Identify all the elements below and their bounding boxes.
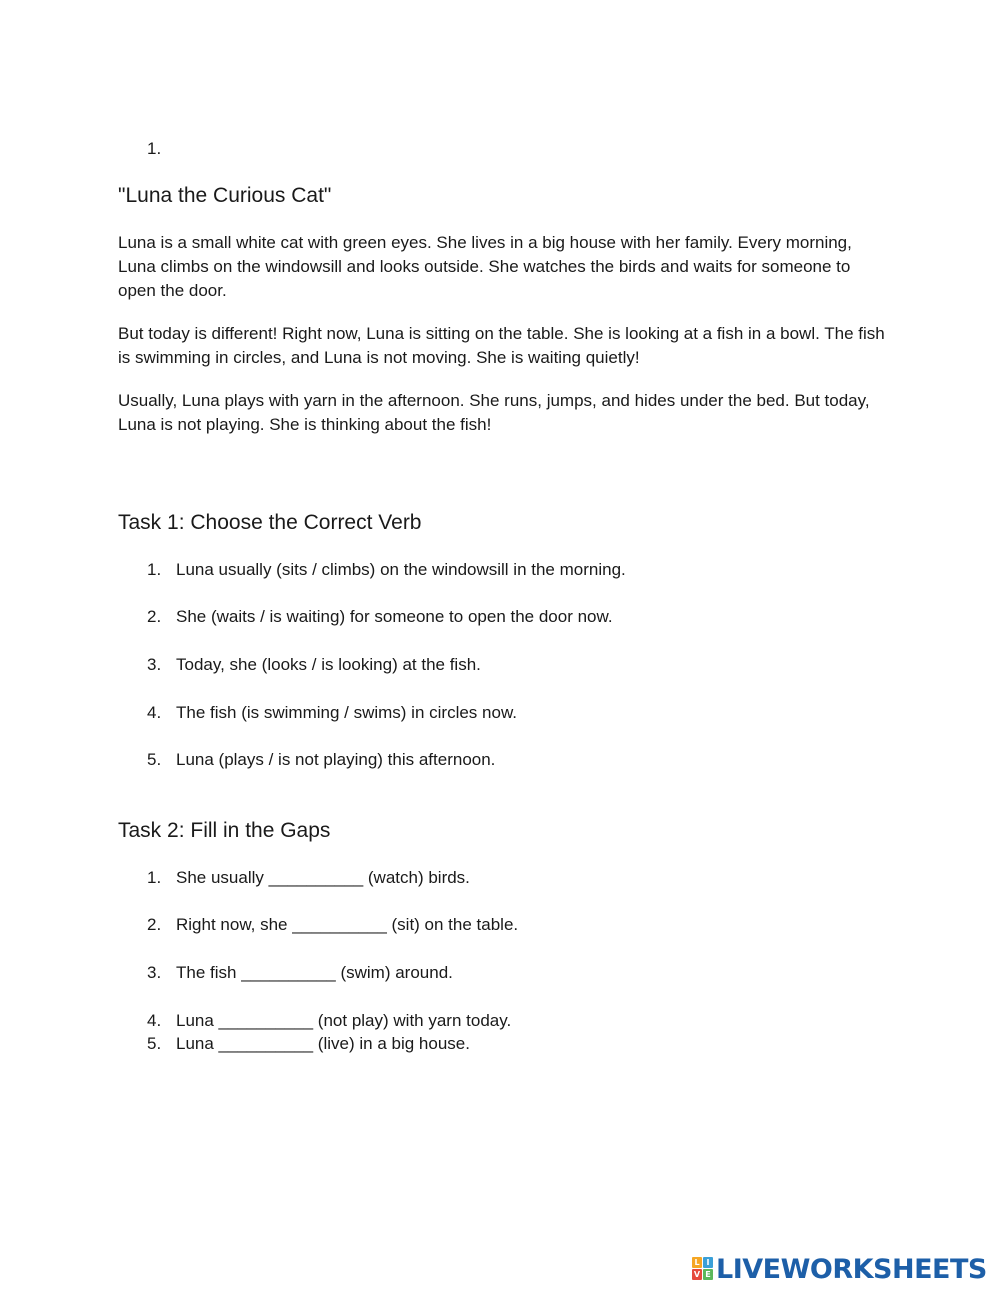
item-text: Luna __________ (live) in a big house.: [176, 1034, 470, 1053]
liveworksheets-logo: [692, 1253, 987, 1285]
task2-item-3: [147, 962, 453, 984]
item-number: 4.: [147, 1011, 162, 1030]
item-text: She (waits / is waiting) for someone to open the door now.: [176, 607, 613, 626]
task2-item-2: [147, 914, 518, 936]
task2-item-1: [147, 867, 470, 889]
task1-title: Task 1: Choose the Correct Verb: [118, 511, 422, 534]
story-paragraph-1: Luna is a small white cat with green eyes. She lives in a big house with her family. Every morning, Luna climbs on the windowsill and looks outside. She watches the birds and waits for someone to open the door.: [118, 233, 852, 300]
item-text: The fish (is swimming / swims) in circles now.: [176, 703, 518, 722]
item-text: Luna (plays / is not playing) this afternoon.: [176, 750, 496, 769]
item-text: She usually __________ (watch) birds.: [176, 868, 470, 887]
logo-text: LIVEWORKSHEETS: [716, 1253, 987, 1285]
item-number: 5.: [147, 750, 162, 769]
item-text: Today, she (looks / is looking) at the fish.: [176, 655, 481, 674]
task2-item-5: [147, 1033, 470, 1055]
logo-blocks-icon: [692, 1257, 714, 1281]
item-number: 5.: [147, 1034, 162, 1053]
item-text: Luna __________ (not play) with yarn today.: [176, 1011, 512, 1030]
task1-item-5: [147, 749, 495, 771]
logo-block: E: [703, 1269, 713, 1280]
task2-title: Task 2: Fill in the Gaps: [118, 819, 331, 842]
logo-block: L: [692, 1257, 702, 1268]
item-number: 3.: [147, 655, 162, 674]
task1-item-3: [147, 654, 481, 676]
story-paragraph-3: Usually, Luna plays with yarn in the afternoon. She runs, jumps, and hides under the bed. But today, Luna is not playing. She is thinking about the fish!: [118, 391, 870, 434]
item-number: 3.: [147, 963, 162, 982]
story-paragraph-2: But today is different! Right now, Luna is sitting on the table. She is looking at a fish in a bowl. The fish is swimming in circles, and Luna is not moving. She is waiting quietly!: [118, 324, 885, 367]
item-number: 2.: [147, 607, 162, 626]
logo-block: V: [693, 1270, 701, 1279]
item-number: 1.: [147, 560, 162, 579]
story-title: "Luna the Curious Cat": [118, 184, 332, 207]
item-text: Luna usually (sits / climbs) on the windowsill in the morning.: [176, 560, 626, 579]
item-text: Right now, she __________ (sit) on the table.: [176, 915, 519, 934]
task1-item-1: [147, 559, 626, 581]
top-list-number: 1.: [147, 139, 162, 158]
logo-block: I: [703, 1257, 713, 1268]
item-text: The fish __________ (swim) around.: [176, 963, 453, 982]
task2-item-4: [147, 1010, 511, 1032]
task1-item-2: [147, 606, 613, 628]
item-number: 1.: [147, 868, 162, 887]
task1-item-4: [147, 702, 517, 724]
item-number: 4.: [147, 703, 162, 722]
item-number: 2.: [147, 915, 162, 934]
